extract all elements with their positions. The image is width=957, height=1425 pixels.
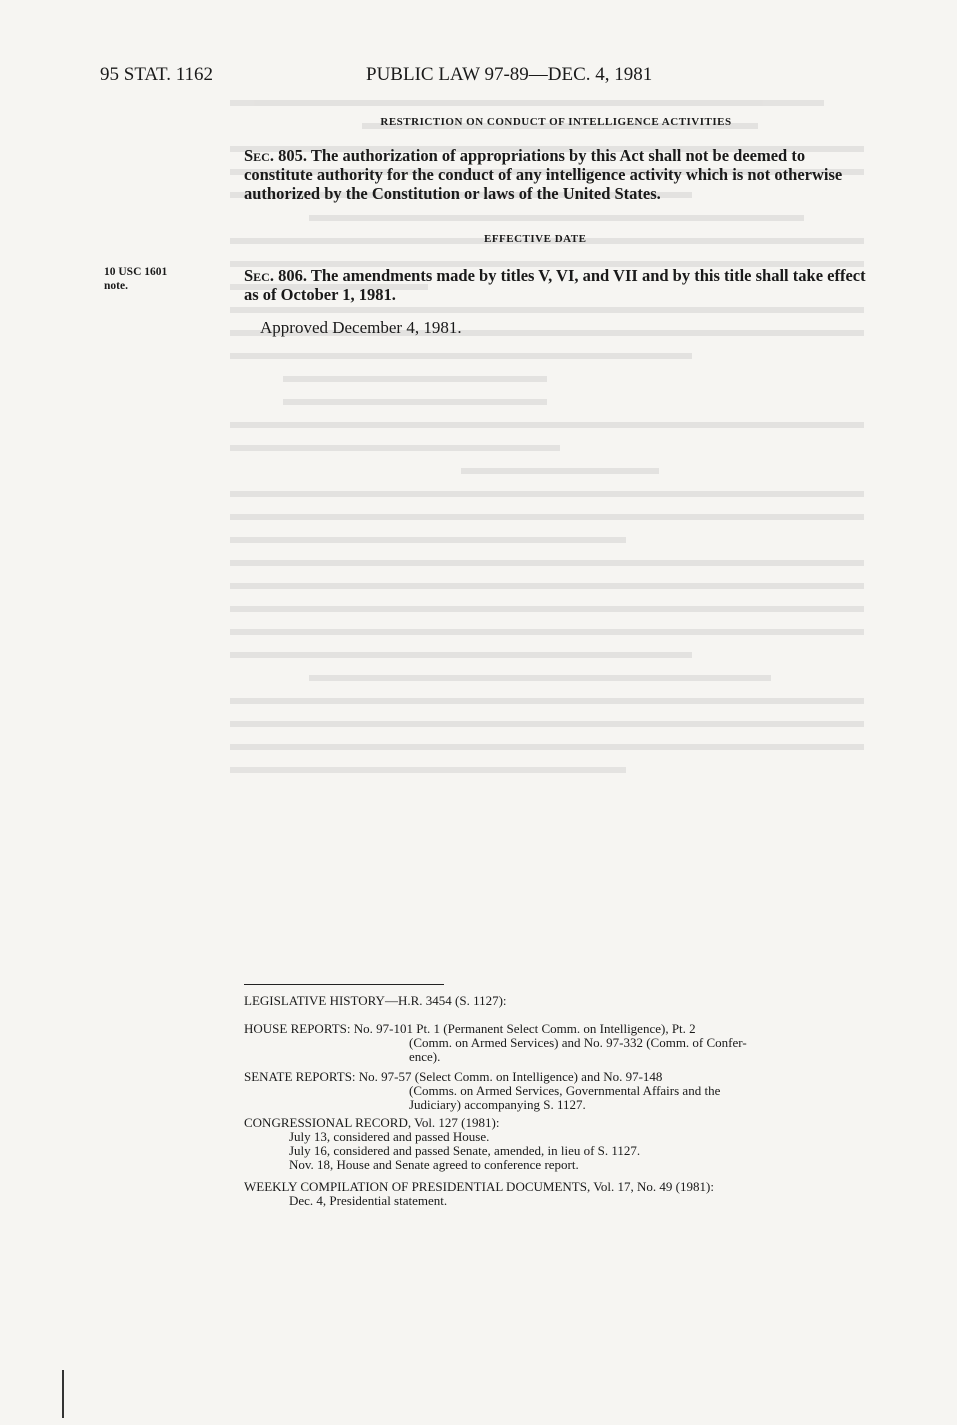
footnote-rule bbox=[244, 984, 444, 985]
weekly-compilation bbox=[244, 1180, 874, 1208]
senate-reports-line-2: (Comms. on Armed Services, Governmental Affairs and the bbox=[409, 1083, 721, 1098]
senate-reports-line-1: No. 97-57 (Select Comm. on Intelligence) and No. 97-148 bbox=[358, 1069, 663, 1084]
margin-note-suffix: note. bbox=[104, 280, 128, 292]
approval-line: Approved December 4, 1981. bbox=[260, 318, 462, 337]
section-806-text: The amendments made by titles V, VI, and VII and by this title shall take effect as of October 1, 1981. bbox=[244, 266, 866, 304]
margin-note bbox=[104, 265, 214, 293]
house-reports-label: HOUSE REPORTS: bbox=[244, 1021, 351, 1036]
weekly-compilation-title: WEEKLY COMPILATION OF PRESIDENTIAL DOCUMENTS, Vol. 17, No. 49 (1981): bbox=[244, 1179, 714, 1194]
senate-reports bbox=[244, 1070, 874, 1112]
margin-note-citation: 10 USC 1601 bbox=[104, 266, 168, 278]
congressional-record-item: July 13, considered and passed House. bbox=[289, 1129, 490, 1144]
law-title: PUBLIC LAW 97-89—DEC. 4, 1981 bbox=[366, 64, 653, 85]
section-806-paragraph bbox=[244, 266, 868, 304]
congressional-record-item: Nov. 18, House and Senate agreed to conference report. bbox=[289, 1157, 579, 1172]
bleed-through-text bbox=[230, 100, 890, 940]
section-805-heading: RESTRICTION ON CONDUCT OF INTELLIGENCE ACTIVITIES bbox=[380, 116, 732, 128]
legislative-history-title: LEGISLATIVE HISTORY—H.R. 3454 (S. 1127): bbox=[244, 993, 507, 1008]
section-805-paragraph bbox=[244, 146, 868, 203]
senate-reports-line-3: Judiciary) accompanying S. 1127. bbox=[409, 1097, 586, 1112]
section-806-label: Sec. 806. bbox=[244, 266, 307, 285]
section-806-heading: EFFECTIVE DATE bbox=[484, 233, 587, 245]
congressional-record-title: CONGRESSIONAL RECORD, Vol. 127 (1981): bbox=[244, 1115, 500, 1130]
congressional-record-item: July 16, considered and passed Senate, amended, in lieu of S. 1127. bbox=[289, 1143, 641, 1158]
house-reports-line-3: ence). bbox=[409, 1049, 441, 1064]
house-reports bbox=[244, 1022, 874, 1064]
house-reports-line-2: (Comm. on Armed Services) and No. 97-332 (Comm. of Confer- bbox=[409, 1035, 747, 1050]
pen-mark bbox=[62, 1370, 64, 1418]
congressional-record bbox=[244, 1116, 874, 1172]
weekly-compilation-item: Dec. 4, Presidential statement. bbox=[289, 1193, 448, 1208]
stat-reference: 95 STAT. 1162 bbox=[100, 64, 214, 85]
house-reports-line-1: No. 97-101 Pt. 1 (Permanent Select Comm. on Intelligence), Pt. 2 bbox=[353, 1021, 696, 1036]
senate-reports-label: SENATE REPORTS: bbox=[244, 1069, 356, 1084]
section-805-label: Sec. 805. bbox=[244, 146, 307, 165]
section-805-text: The authorization of appropriations by this Act shall not be deemed to constitute authority for the conduct of any intelligence activity which is not otherwise authorized by the Constitution or laws of the United States. bbox=[244, 146, 843, 203]
